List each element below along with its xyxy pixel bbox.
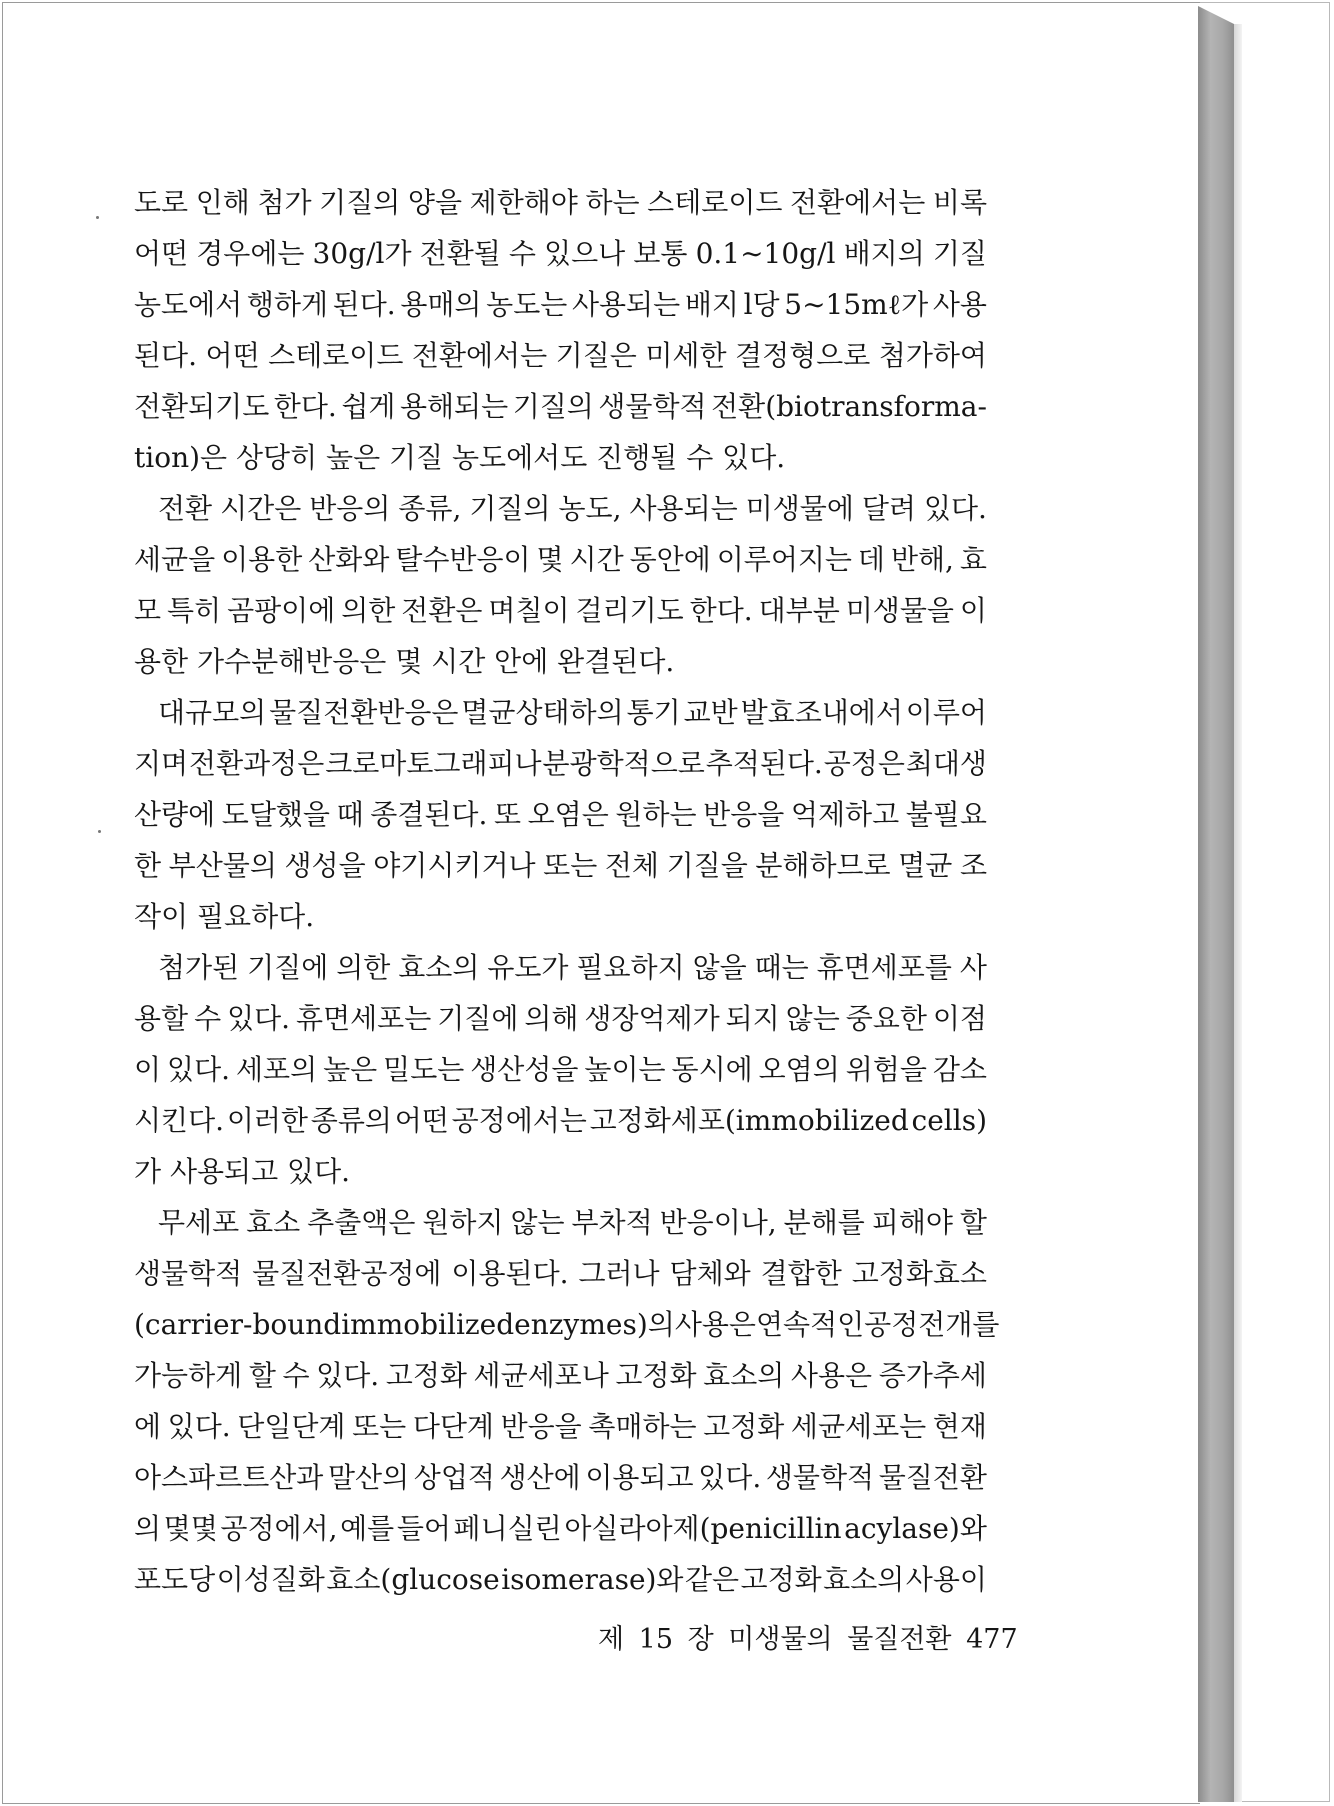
word: 생물학적 xyxy=(134,1257,243,1290)
word: 기질에 xyxy=(437,1002,519,1035)
word: 탈수반응이 xyxy=(395,543,531,576)
word: 교반 xyxy=(683,696,738,729)
paragraph-first-line xyxy=(134,1197,987,1248)
word: 원하는 xyxy=(615,798,697,831)
word: 발효조내에서 xyxy=(740,696,903,729)
word: 기질에 xyxy=(247,951,329,984)
word: 멸균상태하의 xyxy=(461,696,624,729)
word: acylase)와 xyxy=(844,1512,987,1545)
word: 또는 xyxy=(352,1410,407,1443)
word: 도로 xyxy=(134,186,189,219)
word: 쉽게 xyxy=(341,390,396,423)
text-line xyxy=(134,1503,987,1554)
word: 있다. xyxy=(698,1461,762,1494)
word: 고정화효소 xyxy=(851,1257,987,1290)
text-line: 작이 필요하다. xyxy=(134,900,315,933)
text-line xyxy=(134,279,987,330)
word: 원하지 xyxy=(422,1206,504,1239)
word: 아스파르트산과 xyxy=(134,1461,324,1494)
word: 휴면세포를 xyxy=(816,951,952,984)
word: 배지의 xyxy=(843,237,925,270)
word: 한다. xyxy=(689,594,753,627)
word: 고정화세포(immobilized xyxy=(589,1104,909,1137)
word: 반응을 xyxy=(500,1410,582,1443)
word: 고정화 xyxy=(385,1359,467,1392)
scan-speck xyxy=(98,830,101,833)
word: 연속적인 xyxy=(755,1308,865,1341)
page-number: 477 xyxy=(966,1624,1018,1655)
page-edge-shadow xyxy=(1234,24,1242,1802)
word: 높은 xyxy=(323,1053,378,1086)
page-edge xyxy=(1198,6,1234,1802)
word: 시간은 xyxy=(220,492,302,525)
word: 전환은 xyxy=(401,594,483,627)
word: 달려 xyxy=(861,492,916,525)
word: 기질을 xyxy=(666,849,748,882)
word: 전환에서는 xyxy=(411,339,548,372)
word: 산량에 xyxy=(134,798,216,831)
word: 공정에서, xyxy=(220,1512,338,1545)
word: 첨가하여 xyxy=(878,339,987,372)
word: 고정화 xyxy=(703,1410,785,1443)
word: 미생물을 xyxy=(845,594,954,627)
word: 결정형으로 xyxy=(735,339,871,372)
word: 시간 xyxy=(569,543,624,576)
word: 생물학적 xyxy=(598,390,707,423)
word: enzymes)의 xyxy=(514,1308,675,1341)
text-line xyxy=(134,1299,1000,1350)
word: 생물학적 xyxy=(765,1461,875,1494)
text-line xyxy=(134,1248,987,1299)
word: 세균을 xyxy=(134,543,216,576)
word: 야기시키거나 xyxy=(373,849,536,882)
text-line xyxy=(134,1452,987,1503)
word: 전환될 xyxy=(419,237,501,270)
word: 결합한 xyxy=(760,1257,842,1290)
word: 인해 xyxy=(195,186,250,219)
word: 대규모의 xyxy=(158,696,267,729)
word: 시킨다. xyxy=(134,1104,225,1137)
word: 사용 xyxy=(932,288,987,321)
word: 물질전환반응은 xyxy=(269,696,459,729)
word: 오염의 xyxy=(758,1053,840,1086)
word: 오염은 xyxy=(527,798,609,831)
word: 공정에서는 xyxy=(451,1104,587,1137)
word: 이 xyxy=(959,594,987,627)
word: 부산물의 xyxy=(168,849,277,882)
word: 효소(glucose xyxy=(326,1563,500,1596)
word: 통기 xyxy=(626,696,681,729)
word: 필요하지 xyxy=(576,951,685,984)
text-line: 용한 가수분해반응은 몇 시간 안에 완결된다. xyxy=(134,645,675,678)
text-line xyxy=(134,1044,987,1095)
word: 포도당 xyxy=(134,1563,216,1596)
word: 페니실린 xyxy=(453,1512,562,1545)
word: 또 xyxy=(493,798,522,831)
word: 반해, xyxy=(890,543,954,576)
word: 의한 xyxy=(341,594,396,627)
word: 현재 xyxy=(932,1410,987,1443)
word: 단일단계 xyxy=(237,1410,346,1443)
body-text xyxy=(134,177,1000,1605)
word: 기질의 xyxy=(469,492,551,525)
word: 스테로이드 xyxy=(647,186,783,219)
word: 스테로이드 xyxy=(268,339,404,372)
word: 효소의 xyxy=(398,951,480,984)
word: 특히 xyxy=(167,594,222,627)
word: 있다. xyxy=(167,1053,231,1086)
word: 이러한 xyxy=(226,1104,308,1137)
word: 사용이 xyxy=(905,1563,987,1596)
word: 용할 xyxy=(134,1002,189,1035)
word: 감소 xyxy=(932,1053,987,1086)
word: 사 xyxy=(959,951,987,984)
word: 말산의 xyxy=(327,1461,410,1494)
word: 종류, xyxy=(398,492,462,525)
word: 공정 xyxy=(864,1308,919,1341)
word: 비록 xyxy=(932,186,987,219)
word: 있다. xyxy=(923,492,987,525)
word: 에 xyxy=(134,1410,162,1443)
word: 몇몇 xyxy=(163,1512,218,1545)
word: 용매의 xyxy=(400,288,482,321)
word: 기질은 xyxy=(555,339,637,372)
word: 반응을 xyxy=(703,798,785,831)
text-line xyxy=(134,585,987,636)
word: 이용되고 xyxy=(585,1461,694,1494)
word: 무세포 xyxy=(158,1206,240,1239)
text-line xyxy=(134,177,987,228)
word: 있다. xyxy=(167,1410,231,1443)
word: 멸균 xyxy=(898,849,953,882)
word: 예를 xyxy=(340,1512,395,1545)
word: 불필요 xyxy=(905,798,987,831)
word: 농도, xyxy=(558,492,622,525)
text-line xyxy=(134,1095,987,1146)
word: 그러나 xyxy=(578,1257,660,1290)
word: 생성을 xyxy=(284,849,366,882)
word: 기질의 xyxy=(512,390,594,423)
word: 생산에 xyxy=(499,1461,581,1494)
word: 도달했을 xyxy=(221,798,330,831)
word: 중요한 xyxy=(845,1002,927,1035)
word: 위험을 xyxy=(845,1053,927,1086)
word: 미생물에 xyxy=(745,492,854,525)
word: 5∼15mℓ가 xyxy=(784,288,929,321)
word: 때 xyxy=(336,798,364,831)
word: 사용은 xyxy=(790,1359,873,1392)
word: 곰팡이에 xyxy=(227,594,336,627)
text-line xyxy=(134,993,987,1044)
chapter-label: 제 15 장 xyxy=(598,1624,714,1655)
word: 할 xyxy=(248,1359,276,1392)
word: 세균세포나 xyxy=(473,1359,609,1392)
word: 이성질화 xyxy=(216,1563,325,1596)
word: 효 xyxy=(959,543,987,576)
text-line xyxy=(134,789,987,840)
word: 동시에 xyxy=(671,1053,753,1086)
text-line xyxy=(134,381,987,432)
word: 다단계 xyxy=(412,1410,494,1443)
running-footer xyxy=(598,1620,1018,1660)
word: 이 xyxy=(134,1053,162,1086)
word: 전환되기도 xyxy=(134,390,270,423)
word: 경우에는 xyxy=(196,237,305,270)
word: 보통 xyxy=(633,237,688,270)
word: 의해 xyxy=(524,1002,579,1035)
word: 기질의 xyxy=(319,186,401,219)
text-line xyxy=(134,1350,987,1401)
text-line xyxy=(134,1554,987,1605)
word: 걸리기도 xyxy=(575,594,684,627)
word: 있다. xyxy=(227,1002,291,1035)
word: (carrier-bound xyxy=(134,1308,342,1341)
word: 0.1∼10g/l xyxy=(695,237,836,270)
word: 수 xyxy=(282,1359,310,1392)
word: 추적된다. xyxy=(705,747,823,780)
word: 밀도는 xyxy=(383,1053,465,1086)
word: 제한해야 xyxy=(469,186,578,219)
word: 조 xyxy=(959,849,987,882)
word: immobilized xyxy=(341,1308,515,1341)
word: 않을 xyxy=(692,951,747,984)
word: 대부분 xyxy=(758,594,840,627)
word: 어떤 xyxy=(205,339,260,372)
word: 있다. xyxy=(316,1359,380,1392)
paragraph-first-line xyxy=(134,942,987,993)
text-line xyxy=(134,330,987,381)
word: 사용되는 xyxy=(571,288,681,321)
word: 전환과정은 xyxy=(189,747,325,780)
word: 어떤 xyxy=(134,237,189,270)
word: 한다. xyxy=(273,390,337,423)
word: 생장억제가 xyxy=(584,1002,720,1035)
word: 촉매하는 xyxy=(588,1410,697,1443)
word: 사용은 xyxy=(674,1308,756,1341)
word: 분해하므로 xyxy=(755,849,891,882)
word: 산화와 xyxy=(308,543,390,576)
word: 동안에 xyxy=(629,543,711,576)
word: 증가추세 xyxy=(878,1359,987,1392)
word: isomerase)와 xyxy=(501,1563,684,1596)
word: 며칠이 xyxy=(488,594,570,627)
word: 물질전환 xyxy=(878,1461,987,1494)
word: 휴면세포는 xyxy=(296,1002,432,1035)
word: 이루어지는 xyxy=(716,543,852,576)
word: 세균세포는 xyxy=(790,1410,927,1443)
word: l당 xyxy=(743,288,780,321)
word: 하는 xyxy=(585,186,640,219)
word: 분해를 xyxy=(783,1206,865,1239)
word: 행하게 xyxy=(246,288,329,321)
paragraph-first-line xyxy=(134,687,987,738)
word: 같은 xyxy=(684,1563,740,1596)
word: 효소 xyxy=(246,1206,301,1239)
text-line: tion)은 상당히 높은 기질 농도에서도 진행될 수 있다. xyxy=(134,441,786,474)
word: 반응의 xyxy=(309,492,391,525)
scan-speck xyxy=(96,216,99,219)
chapter-title: 미생물의 물질전환 xyxy=(728,1624,952,1655)
word: 효소의 xyxy=(703,1359,785,1392)
text-line xyxy=(134,534,987,585)
word: 크로마토그래피나 xyxy=(325,747,542,780)
word: 담체와 xyxy=(669,1257,751,1290)
word: 이점 xyxy=(932,1002,987,1035)
word: 분광학적으로 xyxy=(542,747,705,780)
word: 전체 xyxy=(604,849,659,882)
word: 가능하게 xyxy=(134,1359,243,1392)
word: 공정은 xyxy=(823,747,905,780)
word: 기질 xyxy=(932,237,987,270)
word: 이용한 xyxy=(221,543,303,576)
word: 유도가 xyxy=(487,951,569,984)
word: 첨가 xyxy=(257,186,312,219)
word: 고정화 xyxy=(740,1563,822,1596)
word: 상업적 xyxy=(413,1461,495,1494)
word: 모 xyxy=(134,594,162,627)
word: 또는 xyxy=(543,849,598,882)
word: 이용된다. xyxy=(451,1257,569,1290)
text-line: 가 사용되고 있다. xyxy=(134,1155,351,1188)
word: 사용되는 xyxy=(629,492,738,525)
word: 어떤 xyxy=(394,1104,449,1137)
word: 용해되는 xyxy=(399,390,509,423)
word: 않는 xyxy=(510,1206,565,1239)
word: 데 xyxy=(857,543,885,576)
word: 전환 xyxy=(158,492,213,525)
word: 아실라아제(penicillin xyxy=(564,1512,842,1545)
word: 농도에서 xyxy=(134,288,243,321)
word: 이루어 xyxy=(905,696,987,729)
word: 최대생 xyxy=(905,747,987,780)
word: 미세한 xyxy=(645,339,727,372)
word: 농도는 xyxy=(486,288,568,321)
word: 의한 xyxy=(336,951,391,984)
word: 전환에서는 xyxy=(790,186,926,219)
word: 부차적 xyxy=(571,1206,653,1239)
word: 전개를 xyxy=(918,1308,1000,1341)
text-line xyxy=(134,1401,987,1452)
word: 되지 xyxy=(725,1002,780,1035)
text-line xyxy=(134,228,987,279)
word: 할 xyxy=(959,1206,987,1239)
word: 들어 xyxy=(396,1512,451,1545)
word: 배지 xyxy=(684,288,739,321)
word: 첨가된 xyxy=(158,951,240,984)
word: 생산성을 xyxy=(470,1053,579,1086)
word: 억제하고 xyxy=(790,798,900,831)
word: 지며 xyxy=(134,747,189,780)
word: 추출액은 xyxy=(307,1206,416,1239)
text-line xyxy=(134,840,987,891)
word: 반응이나, xyxy=(659,1206,777,1239)
word: 30g/l가 xyxy=(312,237,412,270)
word: 세포의 xyxy=(235,1053,318,1086)
word: 있으나 xyxy=(544,237,626,270)
word: 고정화 xyxy=(615,1359,697,1392)
word: cells) xyxy=(911,1104,987,1137)
text-line xyxy=(134,738,987,789)
word: 높이는 xyxy=(584,1053,666,1086)
word: 종결된다. xyxy=(370,798,488,831)
word: 물질전환공정에 xyxy=(252,1257,442,1290)
word: 않는 xyxy=(785,1002,840,1035)
word: 수 xyxy=(508,237,536,270)
word: 된다. xyxy=(332,288,396,321)
word: 종류의 xyxy=(310,1104,392,1137)
word: 때는 xyxy=(754,951,809,984)
word: 몇 xyxy=(536,543,564,576)
word: 의 xyxy=(134,1512,162,1545)
word: 피해야 xyxy=(871,1206,953,1239)
word: 양을 xyxy=(407,186,463,219)
word: 한 xyxy=(134,849,162,882)
word: 효소의 xyxy=(823,1563,905,1596)
word: 전환(biotransforma- xyxy=(711,390,987,423)
word: 수 xyxy=(194,1002,222,1035)
paragraph-first-line xyxy=(134,483,987,534)
word: 된다. xyxy=(134,339,197,372)
